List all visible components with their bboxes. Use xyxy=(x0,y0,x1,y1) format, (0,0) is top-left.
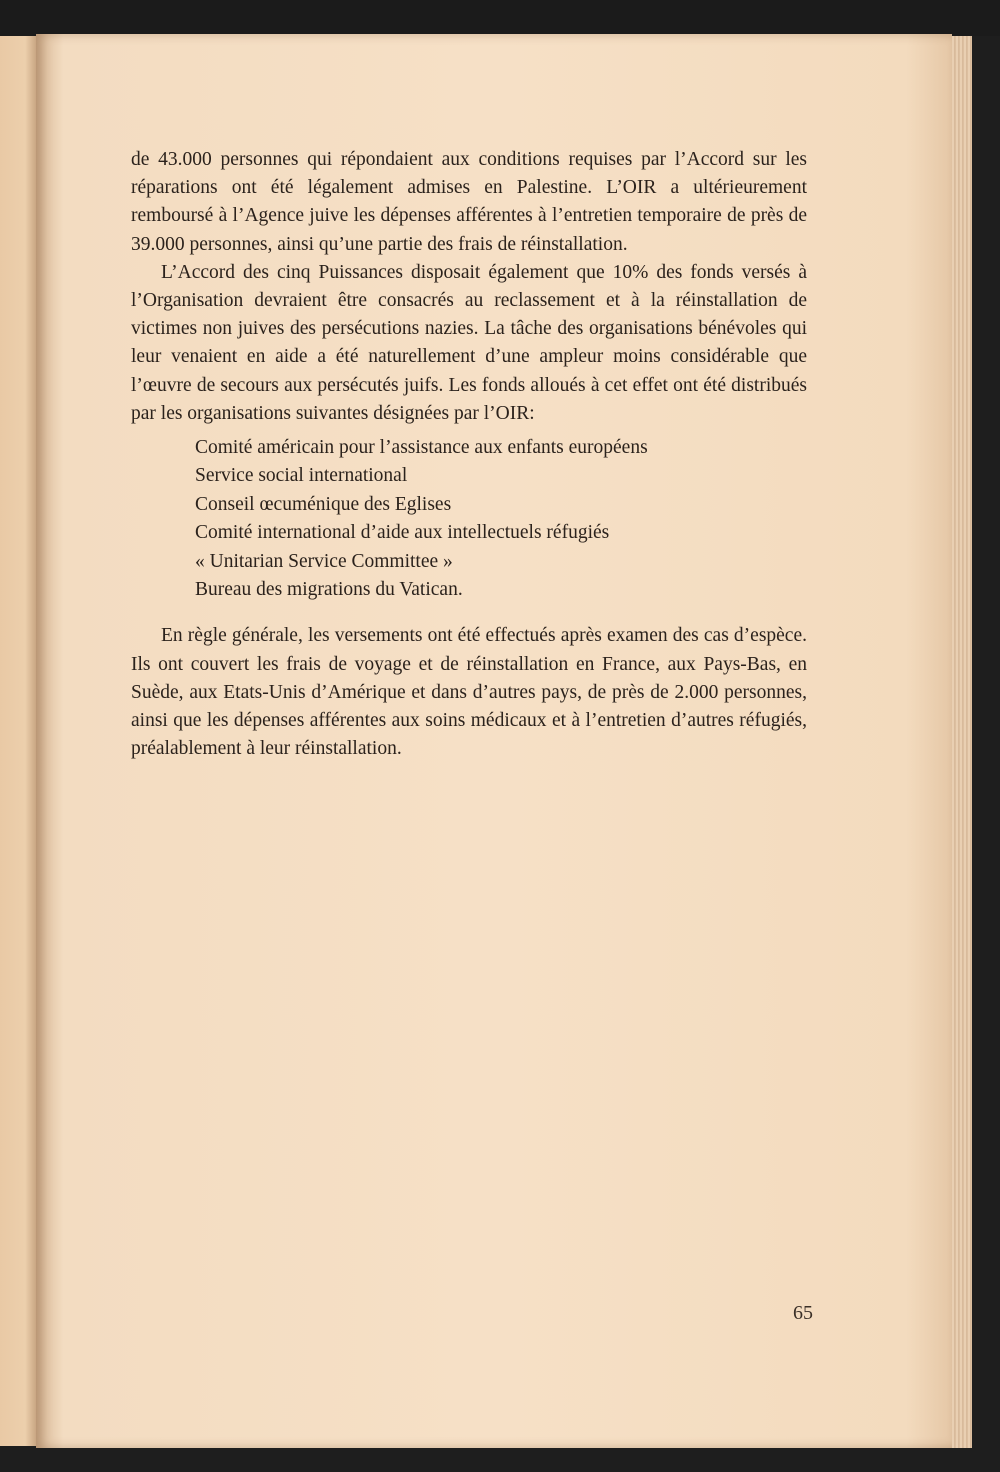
list-item: « Unitarian Service Committee » xyxy=(195,550,453,572)
paragraph-continued: de 43.000 personnes qui répondaient aux conditions requises par l’Accord sur les réparations ont été légalement admises en Palestine. L’OIR a ultérieurement remboursé à l’Agence juive les dépenses afférentes à l’entretien temporaire de près de 39.000 personnes, ainsi qu’une partie des frais de réinstallation. xyxy=(131,149,807,255)
organization-list xyxy=(195,434,807,604)
left-page-edge xyxy=(0,36,36,1446)
list-item: Bureau des migrations du Vatican. xyxy=(195,579,463,601)
list-item: Conseil œcuménique des Eglises xyxy=(195,493,452,515)
list-item: Comité américain pour l’assistance aux enfants européens xyxy=(195,437,648,459)
list-item: Service social international xyxy=(195,465,408,487)
page-stack-edge xyxy=(952,36,972,1448)
paragraph-five-powers-agreement: L’Accord des cinq Puissances disposait également que 10% des fonds versés à l’Organisation devraient être consacrés au reclassement et à la réinstallation de victimes non juives des persécutions nazies. La tâche des organisations bénévoles qui leur venaient en aide a été naturellement d’une ampleur moins considérable que l’œuvre de secours aux persécutés juifs. Les fonds alloués à cet effet ont été distribués par les organisations suivantes désignées par l’OIR: xyxy=(131,261,807,424)
paragraph-general-rule: En règle générale, les versements ont été effectués après examen des cas d’espèce. Ils ont couvert les frais de voyage et de réinstallation en France, aux Pays-Bas, en Suède, aux Etats-Unis d’Amérique et dans d’autres pays, de près de 2.000 personnes, ainsi que les dépenses afférentes aux soins médicaux et à l’entretien d’autres réfugiés, préalablement à leur réinstallation. xyxy=(131,625,807,760)
page-body xyxy=(131,146,807,763)
list-item: Comité international d’aide aux intellectuels réfugiés xyxy=(195,522,610,544)
scan-background xyxy=(0,0,1000,36)
page-number: 65 xyxy=(793,1302,813,1324)
